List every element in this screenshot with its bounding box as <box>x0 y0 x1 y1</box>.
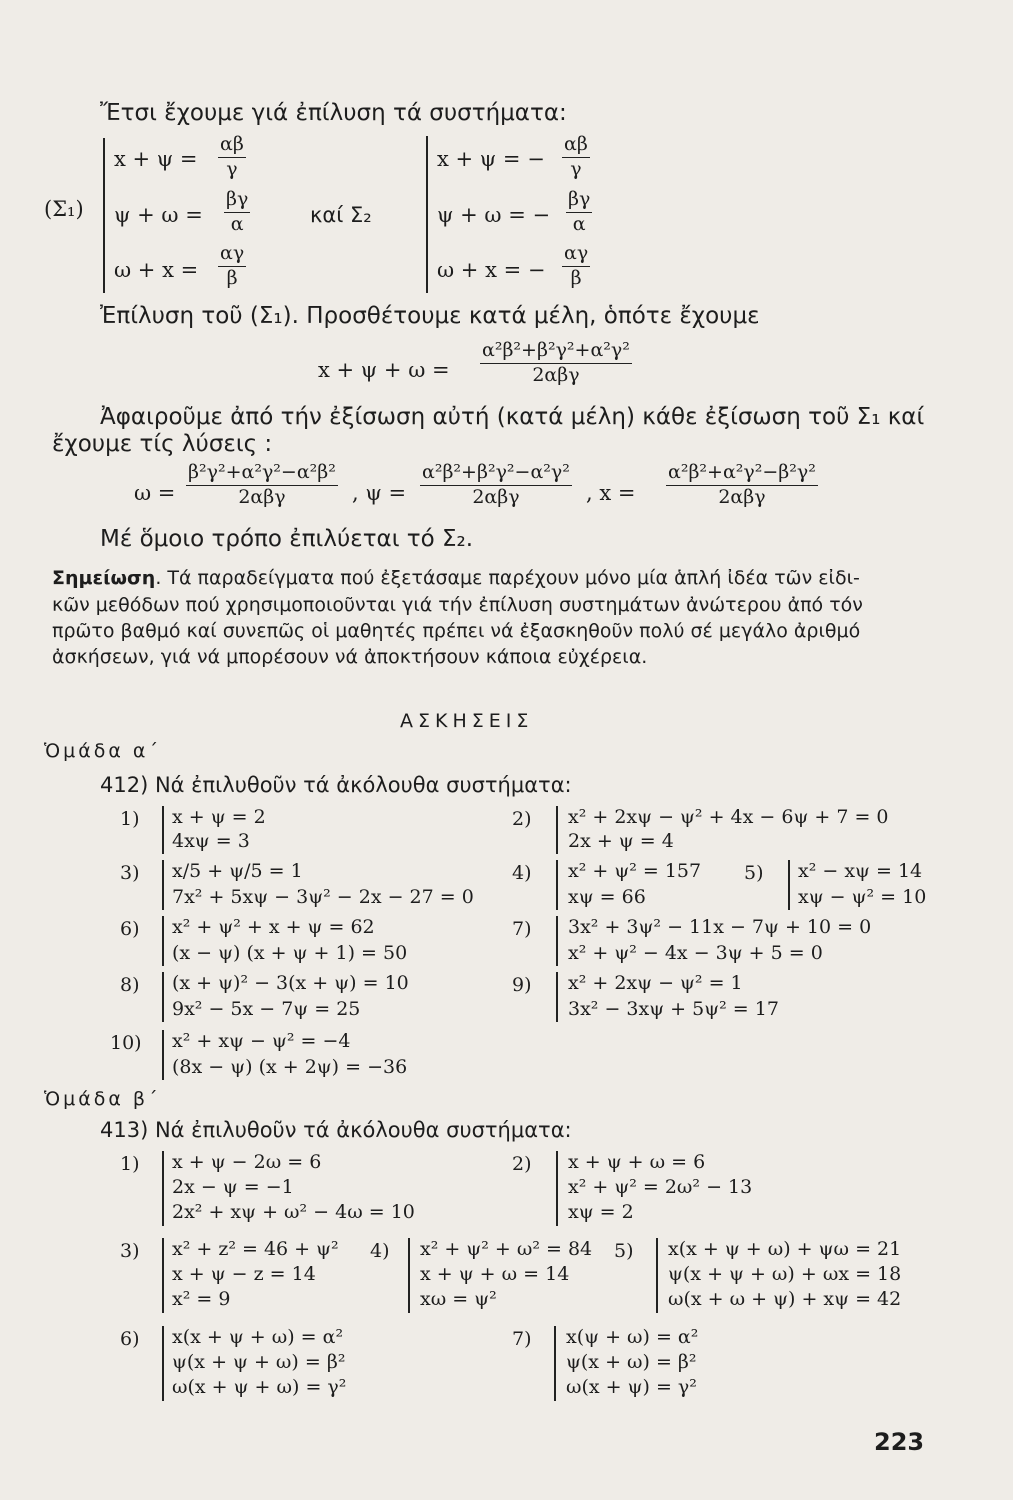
system-brace <box>162 1238 164 1313</box>
a10-eq1: x² + xψ − ψ² = −4 <box>172 1030 351 1052</box>
exercise-label: 5) <box>614 1240 634 1262</box>
exercises-heading: ΑΣΚΗΣΕΙΣ <box>400 710 534 732</box>
system-brace <box>162 1326 164 1401</box>
s1-eq1-left: x + ψ = <box>114 147 198 171</box>
a3-eq2: 7x² + 5xψ − 3ψ² − 2x − 27 = 0 <box>172 886 474 908</box>
b3-eq3: x² = 9 <box>172 1288 231 1310</box>
s1-eq1-fraction <box>218 134 246 181</box>
a10-eq2: (8x − ψ) (x + 2ψ) = −36 <box>172 1056 408 1078</box>
a4-eq1: x² + ψ² = 157 <box>568 860 702 882</box>
s1-eq3-fraction <box>218 243 246 290</box>
exercise-label: 6) <box>120 1328 140 1350</box>
page-number: 223 <box>874 1428 925 1456</box>
system-brace <box>556 916 558 966</box>
s1-eq2-fraction <box>224 189 250 236</box>
s2-eq3-left: ω + x = − <box>437 258 546 282</box>
a2-eq1: x² + 2xψ − ψ² + 4x − 6ψ + 7 = 0 <box>568 806 889 828</box>
sum-equation-left: x + ψ + ω = <box>318 358 450 382</box>
note-line-4: ἀσκήσεων, γιά νά μπορέσουν νά ἀποκτήσουν κάποια εὐχέρεια. <box>52 646 648 668</box>
frac-num: αγ <box>564 242 589 264</box>
system-brace <box>556 1151 558 1226</box>
system-brace <box>162 1151 164 1226</box>
a9-eq2: 3x² − 3xψ + 5ψ² = 17 <box>568 998 779 1020</box>
b2-eq3: xψ = 2 <box>568 1201 634 1223</box>
frac-num: αγ <box>220 242 245 264</box>
system-s1-label: (Σ₁) <box>44 197 84 221</box>
b4-eq2: x + ψ + ω = 14 <box>420 1263 570 1285</box>
frac-num: αβ <box>564 133 588 155</box>
exercise-label: 4) <box>512 862 532 884</box>
frac-den: 2αβγ <box>472 486 520 509</box>
system-brace <box>162 972 164 1022</box>
intro-line: Ἔτσι ἔχουμε γιά ἐπίλυση τά συστήματα: <box>100 100 567 126</box>
system-brace <box>408 1238 410 1313</box>
a5-eq1: x² − xψ = 14 <box>798 860 923 882</box>
system-brace <box>554 1326 556 1401</box>
exercise-label: 7) <box>512 918 532 940</box>
psi-left: , ψ = <box>352 481 407 505</box>
b7-eq2: ψ(x + ω) = β² <box>566 1351 697 1373</box>
exercise-label: 4) <box>370 1240 390 1262</box>
system-brace <box>162 916 164 966</box>
exercise-label: 3) <box>120 1240 140 1262</box>
note-title: Σημείωση <box>52 567 156 589</box>
a8-eq1: (x + ψ)² − 3(x + ψ) = 10 <box>172 972 409 994</box>
note-line-1 <box>52 567 860 589</box>
frac-num: βγ <box>226 188 249 210</box>
b3-eq1: x² + z² = 46 + ψ² <box>172 1238 339 1260</box>
group-a-heading: Ὁμάδα α΄ <box>44 740 161 762</box>
frac-den: α <box>230 213 244 236</box>
s2-eq1-left: x + ψ = − <box>437 147 545 171</box>
note-line-3: πρῶτο βαθμό καί συνεπῶς οἱ μαθητές πρέπει νά ἐξασκηθοῦν πολύ σέ μεγάλο ἀριθμό <box>52 620 861 642</box>
system-brace <box>556 806 558 854</box>
frac-den: α <box>572 213 586 236</box>
frac-den: γ <box>570 158 582 181</box>
frac-den: 2αβγ <box>532 364 580 387</box>
a3-eq1: x/5 + ψ/5 = 1 <box>172 860 303 882</box>
frac-num: β²γ²+α²γ²−α²β² <box>188 461 336 483</box>
s1-eq2-left: ψ + ω = <box>114 203 203 227</box>
exercise-label: 10) <box>110 1032 142 1054</box>
frac-den: γ <box>226 158 238 181</box>
a5-eq2: xψ − ψ² = 10 <box>798 886 927 908</box>
b6-eq1: x(x + ψ + ω) = α² <box>172 1326 344 1348</box>
omega-fraction <box>186 462 338 509</box>
a6-eq2: (x − ψ) (x + ψ + 1) = 50 <box>172 942 408 964</box>
subtract-line-2: ἔχουμε τίς λύσεις : <box>52 431 273 457</box>
same-method-line: Μέ ὅμοιο τρόπο ἐπιλύεται τό Σ₂. <box>100 526 474 552</box>
exercise-label: 1) <box>120 808 140 830</box>
b4-eq3: xω = ψ² <box>420 1288 497 1310</box>
exercise-label: 6) <box>120 918 140 940</box>
a7-eq2: x² + ψ² − 4x − 3ψ + 5 = 0 <box>568 942 823 964</box>
system-brace <box>556 972 558 1022</box>
question-412: 412) Νά ἐπιλυθοῦν τά ἀκόλουθα συστήματα: <box>100 773 572 797</box>
system-brace <box>656 1238 658 1313</box>
exercise-label: 1) <box>120 1153 140 1175</box>
solve-line: Ἐπίλυση τοῦ (Σ₁). Προσθέτουμε κατά μέλη, ὁπότε ἔχουμε <box>100 303 760 329</box>
system-brace <box>788 860 790 910</box>
x-fraction <box>666 462 818 509</box>
s2-eq2-fraction <box>566 189 592 236</box>
frac-den: β <box>570 267 582 290</box>
s1-eq3-left: ω + x = <box>114 258 199 282</box>
b5-eq3: ω(x + ω + ψ) + xψ = 42 <box>668 1288 902 1310</box>
s2-eq1-fraction <box>562 134 590 181</box>
b1-eq3: 2x² + xψ + ω² − 4ω = 10 <box>172 1201 415 1223</box>
omega-left: ω = <box>134 481 176 505</box>
system-brace <box>162 806 164 854</box>
b1-eq1: x + ψ − 2ω = 6 <box>172 1151 322 1173</box>
sum-fraction <box>480 340 632 387</box>
exercise-label: 7) <box>512 1328 532 1350</box>
exercise-label: 5) <box>744 862 764 884</box>
note-line-2: κῶν μεθόδων πού χρησιμοποιοῦνται γιά τήν ἐπίλυση συστημάτων ἀνώτερου ἀπό τόν <box>52 594 863 616</box>
frac-num: αβ <box>220 133 244 155</box>
a9-eq1: x² + 2xψ − ψ² = 1 <box>568 972 743 994</box>
b1-eq2: 2x − ψ = −1 <box>172 1176 294 1198</box>
frac-den: β <box>226 267 238 290</box>
exercise-label: 8) <box>120 974 140 996</box>
b7-eq1: x(ψ + ω) = α² <box>566 1326 699 1348</box>
group-b-heading: Ὁμάδα β΄ <box>44 1088 161 1110</box>
frac-den: 2αβγ <box>718 486 766 509</box>
s2-eq2-left: ψ + ω = − <box>437 203 551 227</box>
b5-eq2: ψ(x + ψ + ω) + ωx = 18 <box>668 1263 902 1285</box>
frac-num: α²β²+β²γ²−α²γ² <box>422 461 570 483</box>
a8-eq2: 9x² − 5x − 7ψ = 25 <box>172 998 361 1020</box>
b4-eq1: x² + ψ² + ω² = 84 <box>420 1238 593 1260</box>
frac-num: βγ <box>568 188 591 210</box>
a1-eq1: x + ψ = 2 <box>172 806 266 828</box>
subtract-line-1: Ἀφαιροῦμε ἀπό τήν ἐξίσωση αὐτή (κατά μέλη) κάθε ἐξίσωση τοῦ Σ₁ καί <box>100 404 925 430</box>
frac-den: 2αβγ <box>238 486 286 509</box>
a1-eq2: 4xψ = 3 <box>172 830 250 852</box>
exercise-label: 9) <box>512 974 532 996</box>
b3-eq2: x + ψ − z = 14 <box>172 1263 316 1285</box>
and-s2-label: καί Σ₂ <box>310 203 372 227</box>
question-413: 413) Νά ἐπιλυθοῦν τά ἀκόλουθα συστήματα: <box>100 1118 572 1142</box>
exercise-label: 3) <box>120 862 140 884</box>
b6-eq2: ψ(x + ψ + ω) = β² <box>172 1351 346 1373</box>
a4-eq2: xψ = 66 <box>568 886 646 908</box>
exercise-label: 2) <box>512 1153 532 1175</box>
frac-num: α²β²+β²γ²+α²γ² <box>482 339 630 361</box>
a6-eq1: x² + ψ² + x + ψ = 62 <box>172 916 375 938</box>
system-s1-brace <box>103 138 105 293</box>
b5-eq1: x(x + ψ + ω) + ψω = 21 <box>668 1238 902 1260</box>
exercise-label: 2) <box>512 808 532 830</box>
b2-eq2: x² + ψ² = 2ω² − 13 <box>568 1176 753 1198</box>
system-s2-brace <box>426 136 428 293</box>
a2-eq2: 2x + ψ = 4 <box>568 830 674 852</box>
b7-eq3: ω(x + ψ) = γ² <box>566 1376 697 1398</box>
psi-fraction <box>420 462 572 509</box>
note-text-1: . Τά παραδείγματα πού ἐξετάσαμε παρέχουν μόνο μία ἁπλή ἰδέα τῶν εἰδι- <box>155 567 860 589</box>
b2-eq1: x + ψ + ω = 6 <box>568 1151 706 1173</box>
system-brace <box>556 860 558 910</box>
a7-eq1: 3x² + 3ψ² − 11x − 7ψ + 10 = 0 <box>568 916 872 938</box>
system-brace <box>162 1030 164 1080</box>
b6-eq3: ω(x + ψ + ω) = γ² <box>172 1376 347 1398</box>
frac-num: α²β²+α²γ²−β²γ² <box>668 461 816 483</box>
system-brace <box>162 860 164 910</box>
x-left: , x = <box>586 481 636 505</box>
s2-eq3-fraction <box>562 243 590 290</box>
